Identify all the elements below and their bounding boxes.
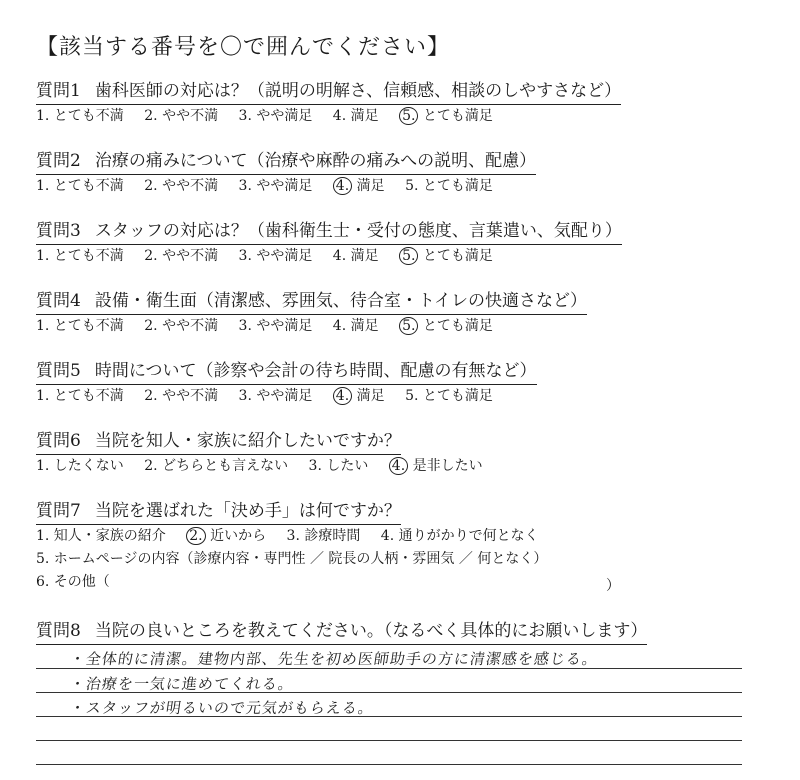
q7-option-3[interactable]: 3. 診療時間 <box>286 528 361 544</box>
question-6-heading <box>36 430 401 455</box>
question-4-options <box>36 316 509 336</box>
q7-option-4[interactable]: 4. 通りがかりで何となく <box>380 528 539 544</box>
q5-option-5[interactable]: 5. とても満足 <box>405 388 493 404</box>
question-2-options <box>36 176 509 196</box>
question-1-number: 質問1 <box>36 81 81 101</box>
q6-option-4-selected[interactable] <box>389 458 483 474</box>
q6-option-1[interactable]: 1. したくない <box>36 458 124 474</box>
question-7-number: 質問7 <box>36 501 81 521</box>
q1-option-5-label: とても満足 <box>422 108 493 124</box>
q5-option-3[interactable]: 3. やや満足 <box>238 388 313 404</box>
question-4-heading <box>36 290 587 315</box>
q7-option-1[interactable]: 1. 知人・家族の紹介 <box>36 528 166 544</box>
question-7-text: 当院を選ばれた「決め手」は何ですか？ <box>94 501 401 521</box>
question-3-options <box>36 246 509 266</box>
question-8-number: 質問8 <box>36 621 81 641</box>
question-5-number: 質問5 <box>36 361 81 381</box>
q3-option-5-selected[interactable] <box>399 248 493 264</box>
q4-option-5-circle: 5. <box>399 317 418 335</box>
q5-option-4-label: 満足 <box>356 388 385 404</box>
q7-option-2-selected[interactable] <box>186 528 266 544</box>
answer-line-4 <box>36 740 742 741</box>
question-8-text: 当院の良いところを教えてください。（なるべく具体的にお願いします） <box>94 621 648 641</box>
question-1-options <box>36 106 509 126</box>
q7-option-2-circle: 2. <box>186 527 205 545</box>
question-5-heading <box>36 360 537 385</box>
question-7-heading <box>36 500 401 525</box>
question-6-options <box>36 456 499 476</box>
q5-option-2[interactable]: 2. やや不満 <box>144 388 219 404</box>
q1-option-5-circle: 5. <box>399 107 418 125</box>
question-7-options-row-1 <box>36 526 555 546</box>
q4-option-5-label: とても満足 <box>422 318 493 334</box>
question-2-text: 治療の痛みについて（治療や麻酔の痛みへの説明、配慮） <box>94 151 537 171</box>
q1-option-2[interactable]: 2. やや不満 <box>144 108 219 124</box>
q6-option-2[interactable]: 2. どちらとも言えない <box>144 458 289 474</box>
handwritten-answer-1: ・全体的に清潔。建物内部、先生を初め医師助手の方に清潔感を感じる。 <box>68 650 600 668</box>
q4-option-1[interactable]: 1. とても不満 <box>36 318 124 334</box>
handwritten-answer-2: ・治療を一気に進めてくれる。 <box>68 675 296 693</box>
question-1-heading <box>36 80 621 105</box>
q3-option-5-circle: 5. <box>399 247 418 265</box>
question-7-options-row-3 <box>36 572 126 592</box>
q1-option-5-selected[interactable] <box>399 108 493 124</box>
q7-option-6[interactable]: 6. その他（ <box>36 574 110 590</box>
page-title: 【該当する番号を〇で囲んでください】 <box>36 35 451 60</box>
q1-option-1[interactable]: 1. とても不満 <box>36 108 124 124</box>
question-7-options-row-2 <box>36 549 563 569</box>
q5-option-1[interactable]: 1. とても不満 <box>36 388 124 404</box>
q4-option-4[interactable]: 4. 満足 <box>332 318 379 334</box>
q1-option-3[interactable]: 3. やや満足 <box>238 108 313 124</box>
q1-option-4[interactable]: 4. 満足 <box>332 108 379 124</box>
q2-option-4-circle: 4. <box>333 177 352 195</box>
question-3-number: 質問3 <box>36 221 81 241</box>
q4-option-3[interactable]: 3. やや満足 <box>238 318 313 334</box>
question-8-heading <box>36 620 647 645</box>
q2-option-5[interactable]: 5. とても満足 <box>405 178 493 194</box>
q2-option-4-label: 満足 <box>356 178 385 194</box>
question-2-heading <box>36 150 536 175</box>
q2-option-1[interactable]: 1. とても不満 <box>36 178 124 194</box>
q5-option-4-circle: 4. <box>333 387 352 405</box>
question-5-text: 時間について（診察や会計の待ち時間、配慮の有無など） <box>94 361 537 381</box>
question-4-number: 質問4 <box>36 291 81 311</box>
question-3-text: スタッフの対応は？（歯科衛生士・受付の態度、言葉遣い、気配り） <box>94 221 622 241</box>
question-4-text: 設備・衛生面（清潔感、雰囲気、待合室・トイレの快適さなど） <box>94 291 587 311</box>
q5-option-4-selected[interactable] <box>333 388 385 404</box>
q6-option-3[interactable]: 3. したい <box>308 458 369 474</box>
q4-option-5-selected[interactable] <box>399 318 493 334</box>
q3-option-1[interactable]: 1. とても不満 <box>36 248 124 264</box>
q3-option-5-label: とても満足 <box>422 248 493 264</box>
question-6-number: 質問6 <box>36 431 81 451</box>
q3-option-2[interactable]: 2. やや不満 <box>144 248 219 264</box>
q2-option-4-selected[interactable] <box>333 178 385 194</box>
q2-option-3[interactable]: 3. やや満足 <box>238 178 313 194</box>
q3-option-4[interactable]: 4. 満足 <box>332 248 379 264</box>
answer-line-5 <box>36 764 742 765</box>
q3-option-3[interactable]: 3. やや満足 <box>238 248 313 264</box>
question-3-heading <box>36 220 622 245</box>
question-5-options <box>36 386 509 406</box>
q7-option-5[interactable]: 5. ホームページの内容（診療内容・専門性 ／ 院長の人柄・雰囲気 ／ 何となく） <box>36 551 548 567</box>
q6-option-4-label: 是非したい <box>412 458 483 474</box>
q7-other-close-paren: ） <box>606 578 620 594</box>
q4-option-2[interactable]: 2. やや不満 <box>144 318 219 334</box>
question-6-text: 当院を知人・家族に紹介したいですか？ <box>94 431 401 451</box>
q6-option-4-circle: 4. <box>389 457 408 475</box>
question-2-number: 質問2 <box>36 151 81 171</box>
question-1-text: 歯科医師の対応は？（説明の明解さ、信頼感、相談のしやすさなど） <box>94 81 622 101</box>
q2-option-2[interactable]: 2. やや不満 <box>144 178 219 194</box>
q7-option-2-label: 近いから <box>210 528 267 544</box>
handwritten-answer-3: ・スタッフが明るいので元気がもらえる。 <box>68 699 376 717</box>
